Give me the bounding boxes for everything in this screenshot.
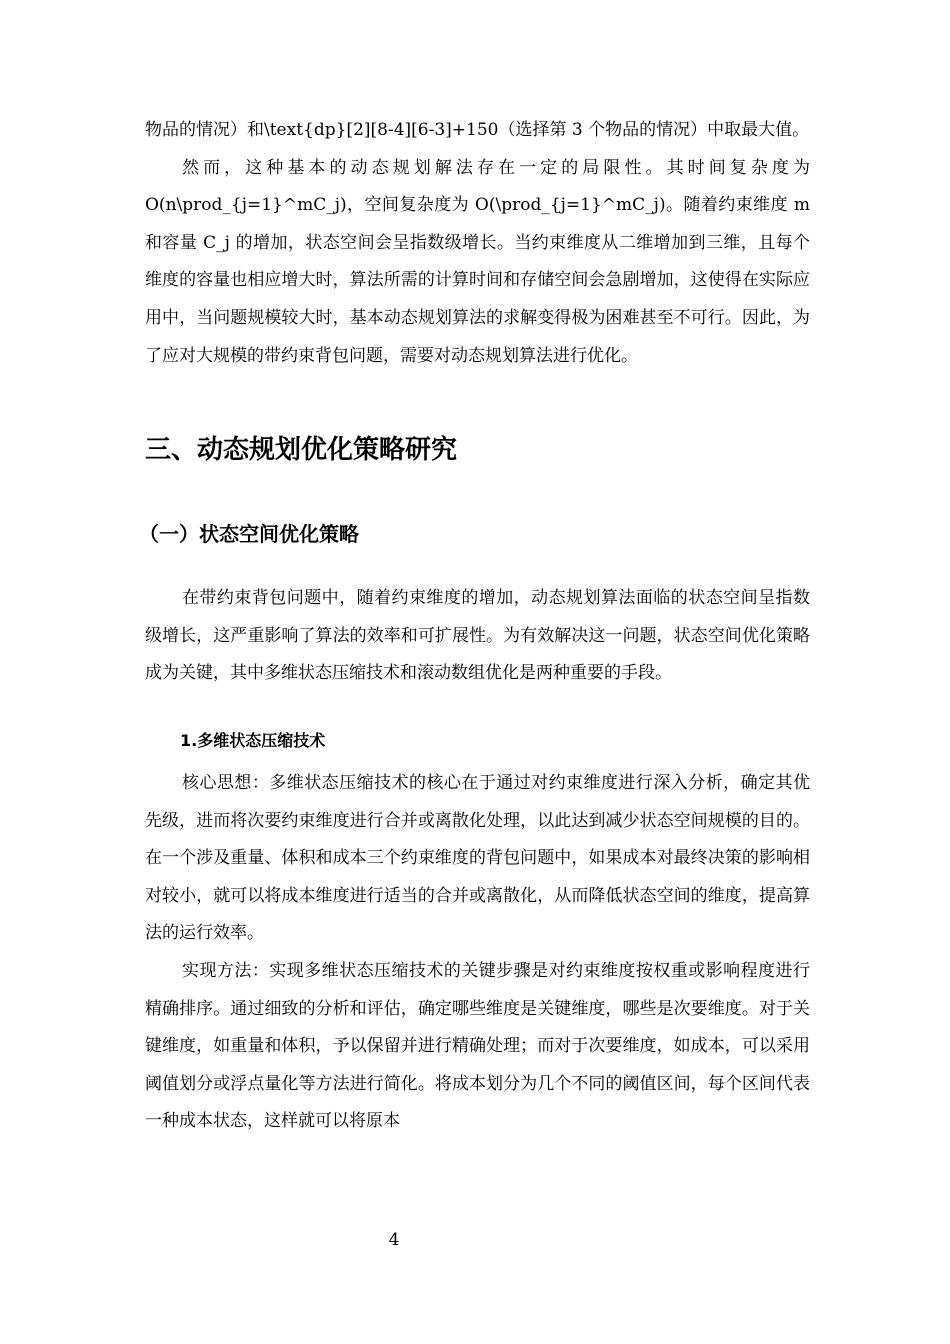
page-number: 4	[388, 1230, 400, 1250]
paragraph-implementation: 实现方法：实现多维状态压缩技术的关键步骤是对约束维度按权重或影响程度进行精确排序。通过细致的分析和评估，确定哪些维度是关键维度，哪些是次要维度。对于关键维度，如重量和体积，予以保留并进行精确处理；而对于次要维度，如成本，可以采用阈值划分或浮点量化等方法进行简化。将成本划分为几个不同的阈值区间，每个区间代表一种成本状态，这样就可以将原本	[145, 960, 810, 1132]
subsection-title: （一）状态空间优化策略	[139, 522, 359, 547]
section-title: 三、动态规划优化策略研究	[145, 435, 458, 466]
paragraph-limitations: 然而，这种基本的动态规划解法存在一定的局限性。其时间复杂度为 O(n\prod_{j=1}^mC_j)，空间复杂度为 O(\prod_{j=1}^mC_j)。随着约束维度 m 和容量 C_j 的增加，状态空间会呈指数级增长。当约束维度从二维增加到三维，且每个维度的容量也相应增大时，算法所需的计算时间和存储空间会急剧增加，这使得在实际应用中，当问题规模较大时，基本动态规划算法的求解变得极为困难甚至不可行。因此，为了应对大规模的带约束背包问题，需要对动态规划算法进行优化。	[145, 157, 810, 366]
paragraph-core-idea: 核心思想：多维状态压缩技术的核心在于通过对约束维度进行深入分析，确定其优先级，进而将次要约束维度进行合并或离散化处理，以此达到减少状态空间规模的目的。在一个涉及重量、体积和成本三个约束维度的背包问题中，如果成本对最终决策的影响相对较小，就可以将成本维度进行适当的合并或离散化，从而降低状态空间的维度，提高算法的运行效率。	[145, 772, 810, 944]
paragraph-continuation: 物品的情况）和\text{dp}[2][8-4][6-3]+150（选择第 3 个物品的情况）中取最大值。	[145, 120, 810, 140]
paragraph-subsection-intro: 在带约束背包问题中，随着约束维度的增加，动态规划算法面临的状态空间呈指数级增长，这严重影响了算法的效率和可扩展性。为有效解决这一问题，状态空间优化策略成为关键，其中多维状态压缩技术和滚动数组优化是两种重要的手段。	[145, 588, 810, 684]
document-page	[139, 112, 810, 1141]
subsubsection-title: 1.多维状态压缩技术	[180, 730, 326, 750]
